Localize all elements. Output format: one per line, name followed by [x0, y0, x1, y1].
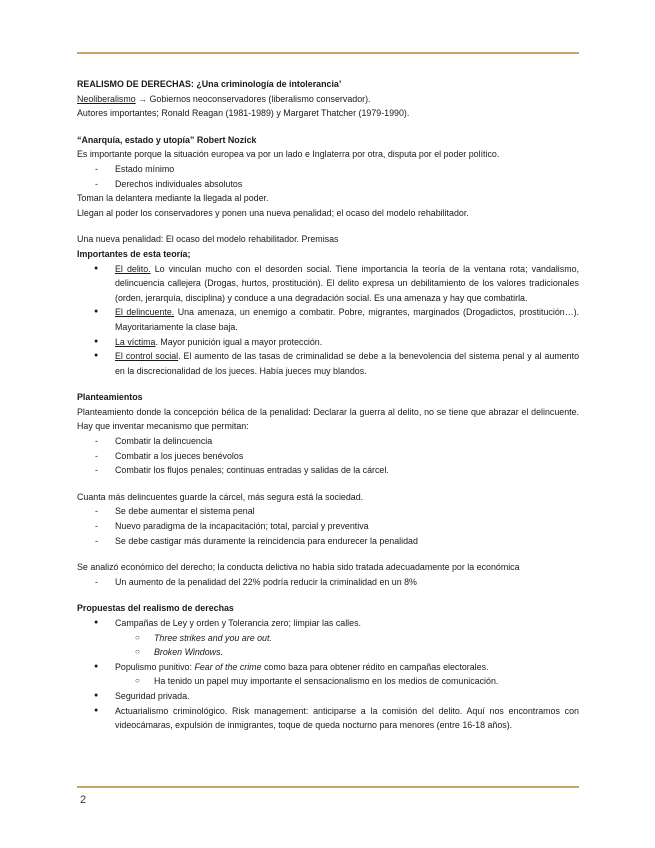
section-heading: Planteamientos: [77, 392, 143, 403]
page-number: 2: [80, 794, 87, 806]
list-item: [77, 349, 579, 378]
paragraph: Se analizó económico del derecho; la conducta delictiva no había sido tratada adecuadamente por la económica: [77, 562, 520, 573]
term: La víctima: [115, 336, 156, 347]
term-text: Lo vinculan mucho con el desorden social. Tiene importancia la teoría de la ventana rota; vandalismo, delincuencia callejera (Drogas, hurtos, prostitución). El delito expresa un debilitamiento de los valores tradicionales (orden, jerarquía, disciplina) y conduce a una degradación social. Es una amenaza y hay que combatirla.: [115, 263, 579, 303]
sub-list-item: ○ Three strikes and you are out.: [77, 631, 579, 646]
list-item: [77, 660, 579, 675]
sub-list: [77, 674, 579, 689]
dash-list: [77, 162, 579, 191]
bullet-list: [77, 262, 579, 379]
section-subheading: Importantes de esta teoría;: [77, 248, 191, 259]
authors-text: ; Ronald Reagan (1981-1989) y Margaret Thatcher (1979-1990).: [156, 108, 410, 119]
header-rule: [77, 52, 579, 54]
section-heading: REALISMO DE DERECHAS: ¿Una criminología de intolerancia’: [77, 79, 342, 89]
paragraph: Cuanta más delincuentes guarde la cárcel, más segura está la sociedad.: [77, 491, 364, 502]
section-heading: Una nueva penalidad: El ocaso del modelo rehabilitador. Premisas: [77, 234, 339, 245]
term: El delincuente.: [115, 307, 175, 318]
term-text: . El aumento de las tasas de criminalidad se debe a la benevolencia del sistema penal y al aumento en la discrecionalidad de los jueces. Había jueces muy blandos.: [115, 351, 580, 376]
section-heading: Propuestas del realismo de derechas: [77, 603, 234, 614]
dash-list: [77, 434, 579, 478]
list-item: - Combatir a los jueces benévolos: [77, 449, 579, 464]
term-text: Una amenaza, un enemigo a combatir. Pobre, migrantes, marginados (Drogadictos, prostitución…). Mayoritariamente la clase baja.: [115, 307, 579, 332]
footer-rule: [77, 786, 579, 788]
document-body: [77, 77, 579, 733]
list-item: ● Seguridad privada.: [77, 689, 579, 704]
item-text: Populismo punitivo:: [115, 661, 195, 672]
list-item: [77, 262, 579, 306]
list-item: [77, 335, 579, 350]
paragraph: Toman la delantera mediante la llegada al poder.: [77, 193, 269, 204]
paragraph: [77, 106, 579, 121]
list-item: - Un aumento de la penalidad del 22% podría reducir la criminalidad en un 8%: [77, 575, 579, 590]
bullet-list: [77, 616, 579, 631]
term: El control social: [115, 351, 179, 362]
list-item: ● Campañas de Ley y orden y Tolerancia zero; limpiar las calles.: [77, 616, 579, 631]
bullet-list: [77, 689, 579, 733]
list-item: ● Actuarialismo criminológico. Risk management: anticiparse a la comisión del delito. Aquí nos encontramos con videocámaras, expulsión de inmigrantes, toque de queda nocturno para menores (entre 16-18 años).: [77, 704, 579, 733]
term-text: . Mayor punición igual a mayor protección.: [155, 336, 323, 347]
paragraph: Es importante porque la situación europea va por un lado e Inglaterra por otra, disputa por el poder político.: [77, 149, 500, 160]
list-item: - Nuevo paradigma de la incapacitación; total, parcial y preventiva: [77, 519, 579, 534]
list-item: - Estado mínimo: [77, 162, 579, 177]
term: El delito.: [115, 263, 151, 274]
paragraph: Planteamiento donde la concepción bélica de la penalidad: Declarar la guerra al delito, no se tiene que abrazar el delincuente. Hay que inventar mecanismo que permitan:: [77, 406, 579, 432]
list-item: - Combatir la delincuencia: [77, 434, 579, 449]
list-item: - Combatir los flujos penales; continuas entradas y salidas de la cárcel.: [77, 463, 579, 478]
dash-list: [77, 504, 579, 548]
sub-list: [77, 631, 579, 660]
paragraph: Llegan al poder los conservadores y ponen una nueva penalidad; el ocaso del modelo rehabilitador.: [77, 207, 469, 218]
list-item: - Se debe castigar más duramente la reincidencia para endurecer la penalidad: [77, 534, 579, 549]
dash-list: [77, 575, 579, 590]
list-item: - Derechos individuales absolutos: [77, 177, 579, 192]
authors-label: Autores importantes: [77, 108, 157, 119]
item-text: como baza para obtener rédito en campañas electorales.: [261, 661, 489, 672]
neo-text: → Gobiernos neoconservadores (liberalismo conservador).: [135, 93, 371, 104]
sub-list-item: ○ Ha tenido un papel muy importante el sensacionalismo en los medios de comunicación.: [77, 674, 579, 689]
sub-list-item: ○ Broken Windows.: [77, 645, 579, 660]
bullet-list: [77, 660, 579, 675]
item-emphasis: Fear of the crime: [194, 661, 262, 672]
book-heading: “Anarquía, estado y utopía” Robert Nozick: [77, 134, 257, 145]
list-item: - Se debe aumentar el sistema penal: [77, 504, 579, 519]
neo-term: Neoliberalismo: [77, 93, 136, 104]
paragraph: [77, 92, 579, 107]
list-item: [77, 305, 579, 334]
